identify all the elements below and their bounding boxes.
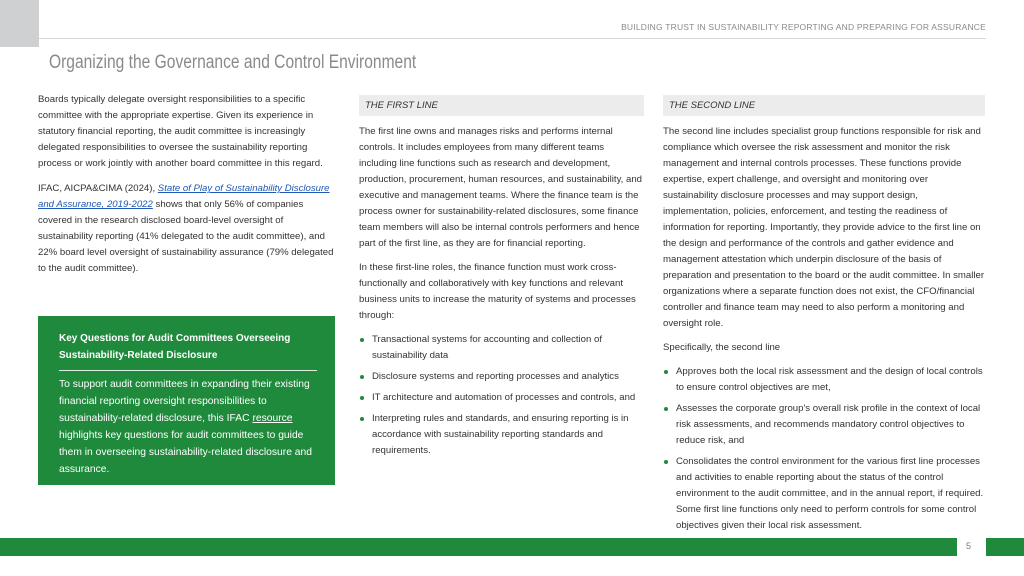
research-paragraph [38, 181, 338, 277]
research-citation: IFAC, AICPA&CIMA (2024), [38, 183, 156, 194]
intro-paragraph: Boards typically delegate oversight responsibilities to a specific committee with the appropriate expertise. Given its experience in statutory financial reporting, the audit committee is increasingly delegated responsibilities to oversee the sustainability reporting process or work jointly with another board committee in this regard. [38, 94, 323, 169]
callout-body [59, 376, 317, 478]
footer-bar-end [986, 538, 1024, 556]
callout-divider [59, 370, 317, 371]
ifac-resource-link[interactable]: resource [252, 413, 293, 424]
callout-title: Key Questions for Audit Committees Overseeing Sustainability-Related Disclosure [59, 333, 291, 361]
list-item: Approves both the local risk assessment and the design of local controls to ensure control objectives are met, [663, 364, 985, 396]
state-of-play-link[interactable]: State of Play of Sustainability Disclosure and Assurance, 2019-2022 [38, 183, 330, 210]
list-item: IT architecture and automation of processes and controls, and [359, 390, 644, 406]
page-title: Organizing the Governance and Control Environment [49, 52, 417, 73]
corner-accent-block [0, 0, 39, 47]
running-header: BUILDING TRUST IN SUSTAINABILITY REPORTING AND PREPARING FOR ASSURANCE [621, 22, 986, 32]
list-item: Interpreting rules and standards, and ensuring reporting is in accordance with sustainability reporting standards and requirements. [359, 411, 644, 459]
list-item: Transactional systems for accounting and collection of sustainability data [359, 332, 644, 364]
header-divider [39, 38, 986, 39]
footer-bar [0, 538, 957, 556]
callout-text-end: highlights key questions for audit committees to guide them in overseeing sustainability-related disclosure and assurance. [59, 430, 312, 475]
list-item: Consolidates the control environment for the various first line processes and activities to enable reporting about the status of the control environment to the audit committee, and in the annual report, if required. Some first line functions only need to perform controls for some control objectives given their local risk assessment. [663, 454, 985, 534]
second-line-column [663, 95, 985, 539]
first-line-paragraph: The first line owns and manages risks and performs internal controls. It includes employees from many different teams including line functions such as research and development, production, procurement, human resources, and sustainability, and executive and management teams. Where the finance team is the process owner for sustainability-related disclosures, some finance team members will also be internal controls performers and hence part of the first line, as they are for financial reporting. [359, 126, 642, 249]
page-number: 5 [966, 541, 972, 551]
first-line-column [359, 95, 644, 464]
list-item: Disclosure systems and reporting processes and analytics [359, 369, 644, 385]
research-findings: shows that only 56% of companies covered in the research disclosed board-level oversight of sustainability reporting (41% delegated to the audit committee), and 22% board level oversight of sustainability assurance (79% delegated to the audit committee). [38, 199, 334, 274]
second-line-bullet-list [663, 364, 985, 534]
first-line-finance-paragraph: In these first-line roles, the finance function must work cross-functionally and collaboratively with key functions and relevant business units to increase the maturity of systems and processes through: [359, 262, 636, 321]
key-questions-callout [38, 316, 335, 485]
callout-text-start: To support audit committees in expanding their existing financial reporting oversight responsibilities to sustainability-related disclosure, this IFAC [59, 379, 310, 424]
second-line-specifically: Specifically, the second line [663, 342, 781, 353]
second-line-paragraph: The second line includes specialist group functions responsible for risk and compliance which oversee the risk assessment and monitor the risk management and internal controls processes. These functions provide expertise, expert challenge, and oversight and monitoring over sustainability disclosure processes and may support design, implementation, policies, enforcement, and testing the readiness of information for reporting. Importantly, they provide advice to the first line on the design and performance of the controls and gather evidence and management attestation which underpin disclosure of the basis of preparation and presentation to the board or the audit committee. In smaller organizations where a separate function does not exist, the CFO/financial controller and finance team may need to also perform a monitoring and oversight role. [663, 126, 985, 329]
first-line-bullet-list [359, 332, 644, 459]
first-line-heading: THE FIRST LINE [359, 95, 644, 116]
list-item: Assesses the corporate group's overall risk profile in the context of local risk assessments, and recommends mandatory control objectives to reduce risk, and [663, 401, 985, 449]
intro-column [38, 92, 338, 286]
second-line-heading: THE SECOND LINE [663, 95, 985, 116]
